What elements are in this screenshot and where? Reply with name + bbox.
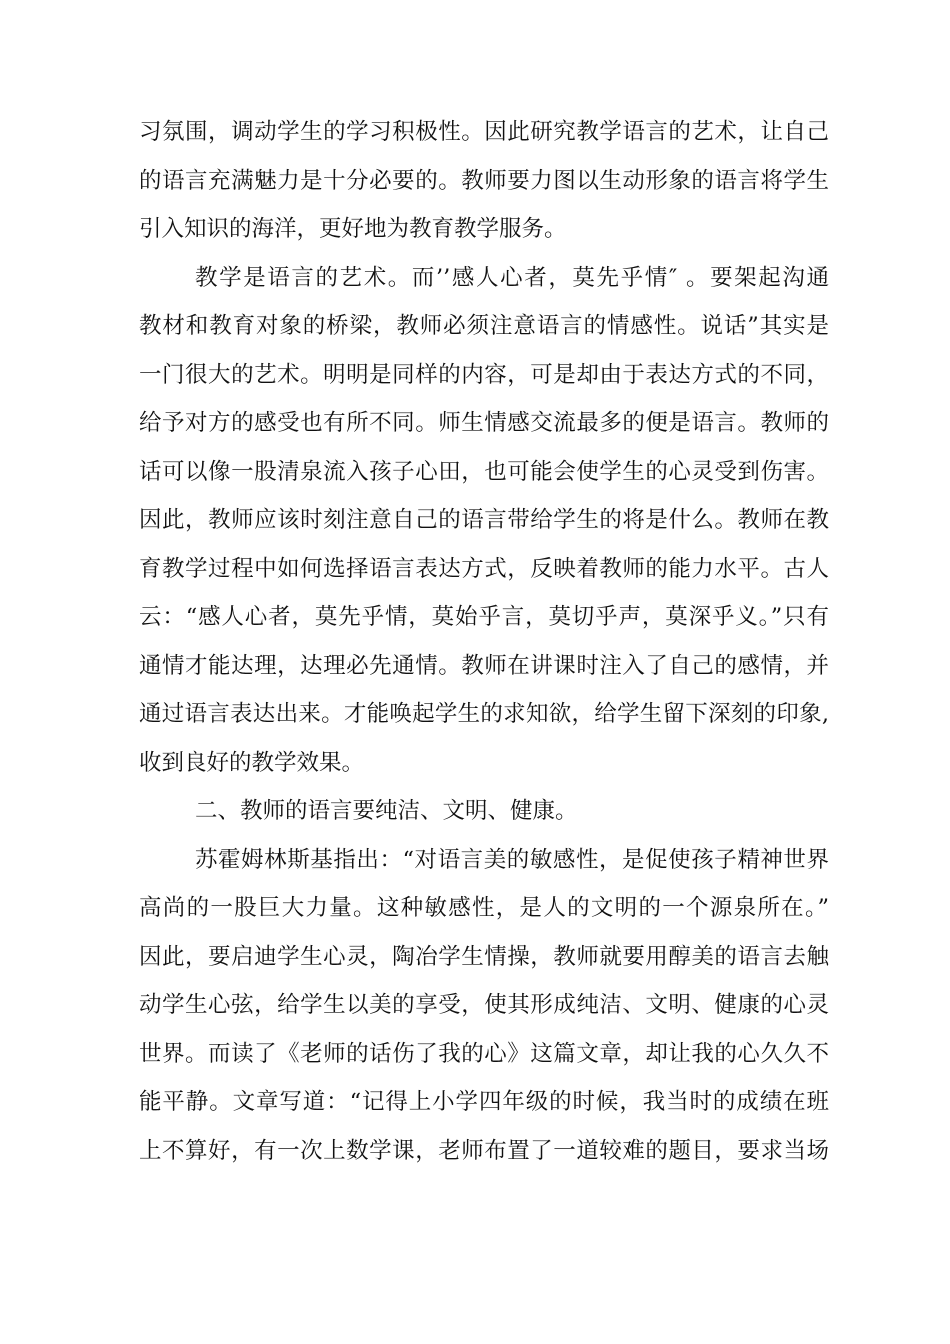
text-line: 的语言充满魅力是十分必要的。教师要力图以生动形象的语言将学生 — [139, 167, 829, 194]
text-line: 通情才能达理，达理必先通情。教师在讲课时注入了自己的感情，并 — [139, 652, 829, 679]
text-line: 上不算好，有一次上数学课，老师布置了一道较难的题目，要求当场 — [139, 1137, 829, 1164]
text-line: 世界。而读了《老师的话伤了我的心》这篇文章，却让我的心久久不 — [139, 1040, 829, 1067]
text-line: 引入知识的海洋，更好地为教育教学服务。 — [139, 216, 567, 242]
section-heading: 二、教师的语言要纯洁、文明、健康。 — [195, 798, 578, 824]
text-line: 话可以像一股清泉流入孩子心田，也可能会使学生的心灵受到伤害。 — [139, 458, 829, 485]
text-line: 育教学过程中如何选择语言表达方式，反映着教师的能力水平。古人 — [139, 555, 829, 582]
text-line: 习氛围，调动学生的学习积极性。因此研究教学语言的艺术，让自己 — [139, 119, 829, 145]
paragraph-first-line: 教学是语言的艺术。而’’感人心者，莫先乎情″ 。要架起沟通 — [195, 264, 829, 291]
text-line: 教材和教育对象的桥梁，教师必须注意语言的情感性。说话”其实是 — [139, 313, 829, 339]
document-body — [139, 108, 829, 1175]
text-line: 能平静。文章写道：“记得上小学四年级的时候，我当时的成绩在班 — [139, 1089, 829, 1115]
text-line: 云：“感人心者，莫先乎情，莫始乎言，莫切乎声，莫深乎义。”只有 — [139, 604, 829, 630]
text-line: 给予对方的感受也有所不同。师生情感交流最多的便是语言。教师的 — [139, 410, 829, 436]
text-line: 因此，教师应该时刻注意自己的语言带给学生的将是什么。教师在教 — [139, 507, 829, 533]
text-line: 高尚的一股巨大力量。这种敏感性，是人的文明的一个源泉所在。” — [139, 895, 829, 921]
text-line: 通过语言表达出来。才能唤起学生的求知欲，给学生留下深刻的印象, — [139, 701, 829, 727]
text-line: 收到良好的教学效果。 — [139, 749, 365, 776]
text-line: 动学生心弦，给学生以美的享受，使其形成纯洁、文明、健康的心灵 — [139, 992, 829, 1018]
paragraph-first-line: 苏霍姆林斯基指出：“对语言美的敏感性，是促使孩子精神世界 — [195, 846, 829, 873]
text-line: 因此，要启迪学生心灵，陶冶学生情操，教师就要用醇美的语言去触 — [139, 943, 829, 970]
text-line: 一门很大的艺术。明明是同样的内容，可是却由于表达方式的不同， — [139, 361, 829, 388]
